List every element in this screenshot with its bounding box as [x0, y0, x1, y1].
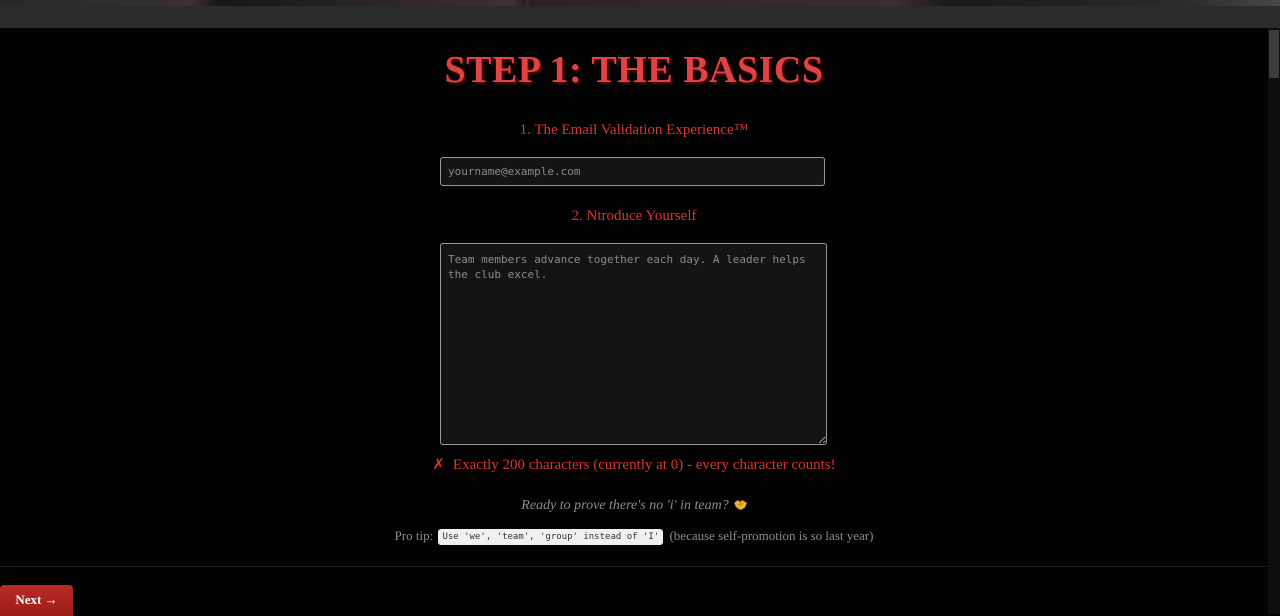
- intro-textarea[interactable]: [440, 243, 827, 445]
- scrollbar-track[interactable]: [1268, 28, 1280, 614]
- email-input[interactable]: [440, 157, 825, 186]
- pro-tip-prefix: Pro tip:: [394, 528, 434, 543]
- x-mark-icon: ✗: [432, 455, 445, 473]
- pro-tip: [0, 528, 1268, 545]
- pro-tip-code: Use 'we', 'team', 'group' instead of 'I': [438, 529, 663, 545]
- validation-text: Exactly 200 characters (currently at 0) - every character counts!: [452, 457, 836, 473]
- team-prompt-text: Ready to prove there's no 'i' in team?: [521, 498, 729, 513]
- validation-message: [0, 455, 1268, 474]
- handshake-icon: [734, 499, 747, 510]
- footer-divider: [0, 566, 1268, 567]
- scrollbar-thumb[interactable]: [1269, 30, 1279, 78]
- page-top-bar: [0, 6, 1280, 28]
- page-title: STEP 1: THE BASICS: [444, 49, 824, 91]
- pro-tip-suffix: (because self-promotion is so last year): [669, 528, 874, 543]
- next-button[interactable]: Next →: [0, 585, 73, 616]
- main-content: [0, 28, 1268, 614]
- email-label: 1. The Email Validation Experience™: [519, 122, 749, 138]
- team-prompt: [0, 498, 1268, 514]
- intro-label: 2. Ntroduce Yourself: [571, 208, 697, 224]
